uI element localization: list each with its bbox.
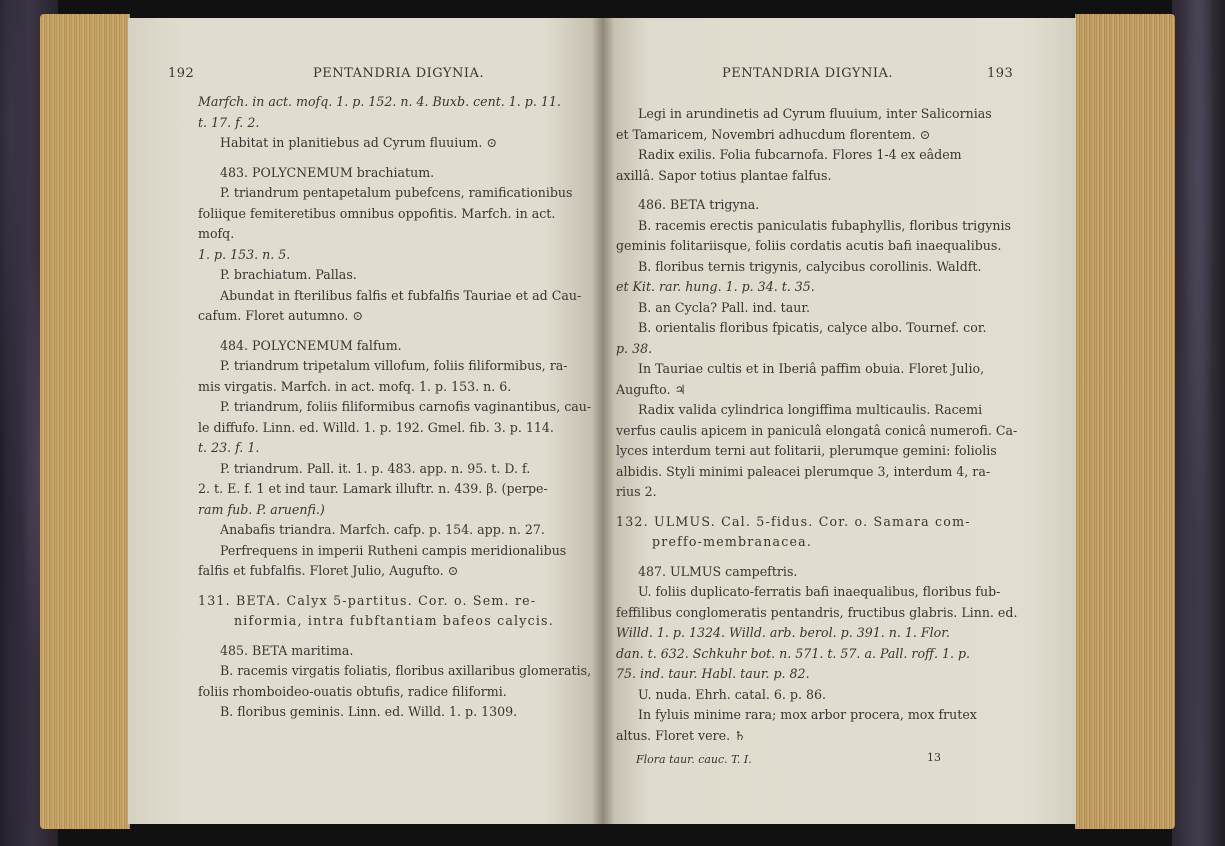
right-running-head: PENTANDRIA DIGYNIA. xyxy=(722,66,894,81)
text-line xyxy=(198,632,594,641)
right-text-column xyxy=(616,104,1022,746)
text-line xyxy=(616,553,1022,562)
text-line: falfis et fubfalfis. Floret Julio, Augufto. ⊙ xyxy=(198,563,459,578)
text-line: 487. ULMUS campeftris. xyxy=(638,563,798,579)
left-page xyxy=(128,18,602,824)
text-line: 483. POLYCNEMUM brachiatum. xyxy=(220,164,435,180)
text-line: Radix valida cylindrica longiffima multicaulis. Racemi xyxy=(638,402,983,417)
text-line: In Tauriae cultis et in Iberiâ paffim obuia. Floret Julio, xyxy=(638,361,985,376)
text-line: foliique femiteretibus omnibus oppofitis. Marfch. in act. mofq. xyxy=(198,205,556,241)
text-line: B. an Cycla? Pall. ind. taur. xyxy=(638,299,810,315)
text-line: le diffufo. Linn. ed. Willd. 1. p. 192. Gmel. fib. 3. p. 114. xyxy=(198,419,554,435)
text-line: Radix exilis. Folia fubcarnofa. Flores 1-4 ex eâdem xyxy=(638,147,962,162)
text-line: et Tamaricem, Novembri adhucdum florentem. ⊙ xyxy=(616,126,931,142)
page-edges-right xyxy=(1075,14,1175,829)
marbled-board-right xyxy=(1172,0,1225,846)
text-line: B. racemis virgatis foliatis, floribus axillaribus glomeratis, xyxy=(220,663,592,678)
text-line xyxy=(616,503,1022,512)
book-gutter xyxy=(592,18,614,824)
text-line: B. floribus ternis trigynis, calycibus corollinis. Waldft. xyxy=(638,258,982,274)
footer-signature-note: Flora taur. cauc. T. I. xyxy=(636,753,752,766)
text-line: U. nuda. Ehrh. catal. 6. p. 86. xyxy=(638,686,826,702)
text-line: 131. BETA. Calyx 5-partitus. Cor. o. Sem. re- xyxy=(198,592,537,608)
text-line: B. orientalis floribus fpicatis, calyce albo. Tournef. cor. xyxy=(638,320,987,335)
text-line: axillâ. Sapor totius plantae falfus. xyxy=(616,167,832,183)
text-line: cafum. Floret autumno. ⊙ xyxy=(198,308,363,323)
text-line: p. 38. xyxy=(616,340,653,356)
text-line: 1. p. 153. n. 5. xyxy=(198,246,291,262)
text-line: P. brachiatum. Pallas. xyxy=(220,267,357,282)
text-line: lyces interdum terni aut folitarii, plerumque gemini: foliolis xyxy=(616,443,997,458)
text-line: dan. t. 632. Schkuhr bot. n. 571. t. 57. a. Pall. roff. 1. p. xyxy=(616,645,971,661)
right-page-number: 193 xyxy=(987,66,1014,81)
text-line: albidis. Styli minimi paleacei plerumque 3, interdum 4, ra- xyxy=(616,463,991,479)
text-line: Marfch. in act. mofq. 1. p. 152. n. 4. Buxb. cent. 1. p. 11. xyxy=(198,94,561,109)
left-page-number: 192 xyxy=(168,66,195,81)
text-line: preffo-membranacea. xyxy=(652,534,813,549)
text-line: Anabafis triandra. Marfch. cafp. p. 154. app. n. 27. xyxy=(220,522,545,537)
text-line: Willd. 1. p. 1324. Willd. arb. berol. p. 391. n. 1. Flor. xyxy=(616,625,950,640)
text-line: B. floribus geminis. Linn. ed. Willd. 1. p. 1309. xyxy=(220,704,518,719)
text-line: t. 23. f. 1. xyxy=(198,440,260,455)
text-line: 132. ULMUS. Cal. 5-fidus. Cor. o. Samara com- xyxy=(616,513,971,529)
text-line: foliis rhomboideo-ouatis obtufis, radice filiformi. xyxy=(198,683,507,699)
text-line: 2. t. E. f. 1 et ind taur. Lamark illuftr. n. 439. β. (perpe- xyxy=(198,481,548,496)
text-line: niformia, intra fubftantiam bafeos calycis. xyxy=(234,613,554,628)
text-line: P. triandrum pentapetalum pubefcens, ramificationibus xyxy=(220,185,573,200)
text-line: 484. POLYCNEMUM falfum. xyxy=(220,337,402,353)
text-line: feffilibus conglomeratis pentandris, fructibus glabris. Linn. ed. xyxy=(616,604,1018,620)
footer-gathering-mark: 13 xyxy=(927,751,941,764)
text-line: verfus caulis apicem in paniculâ elongatâ conicâ numerofi. Ca- xyxy=(616,422,1018,438)
text-line xyxy=(616,186,1022,195)
text-line: Perfrequens in imperii Rutheni campis meridionalibus xyxy=(220,542,567,558)
page-edges-left xyxy=(40,14,130,829)
text-line: geminis folitariisque, foliis cordatis acutis bafi inaequalibus. xyxy=(616,238,1002,253)
text-line: Abundat in fterilibus falfis et fubfalfis Tauriae et ad Cau- xyxy=(220,287,582,303)
text-line xyxy=(198,582,594,591)
text-line: et Kit. rar. hung. 1. p. 34. t. 35. xyxy=(616,279,815,294)
text-line: Habitat in planitiebus ad Cyrum fluuium. ⊙ xyxy=(220,135,497,150)
text-line: 75. ind. taur. Habl. taur. p. 82. xyxy=(616,666,810,681)
text-line xyxy=(198,154,594,163)
text-line: P. triandrum, foliis filiformibus carnofis vaginantibus, cau- xyxy=(220,399,592,414)
left-text-column xyxy=(198,92,594,723)
text-line: mis virgatis. Marfch. in act. mofq. 1. p. 153. n. 6. xyxy=(198,378,512,394)
left-running-head: PENTANDRIA DIGYNIA. xyxy=(313,66,485,81)
text-line: 486. BETA trigyna. xyxy=(638,197,760,212)
text-line: In fyluis minime rara; mox arbor procera, mox frutex xyxy=(638,707,977,722)
text-line: rius 2. xyxy=(616,484,657,499)
text-line: ram fub. P. aruenfi.) xyxy=(198,501,325,517)
text-line: Augufto. ♃ xyxy=(616,381,686,397)
text-line: t. 17. f. 2. xyxy=(198,114,260,130)
text-line: U. foliis duplicato-ferratis bafi inaequalibus, floribus fub- xyxy=(638,584,1001,599)
text-line: P. triandrum tripetalum villofum, foliis filiformibus, ra- xyxy=(220,358,568,373)
right-page xyxy=(602,18,1076,824)
text-line: P. triandrum. Pall. it. 1. p. 483. app. n. 95. t. D. f. xyxy=(220,460,531,476)
text-line: 485. BETA maritima. xyxy=(220,642,354,658)
text-line: altus. Floret vere. ♄ xyxy=(616,727,746,743)
text-line: B. racemis erectis paniculatis fubaphyllis, floribus trigynis xyxy=(638,217,1011,233)
text-line xyxy=(198,327,594,336)
text-line: Legi in arundinetis ad Cyrum fluuium, inter Salicornias xyxy=(638,106,992,121)
